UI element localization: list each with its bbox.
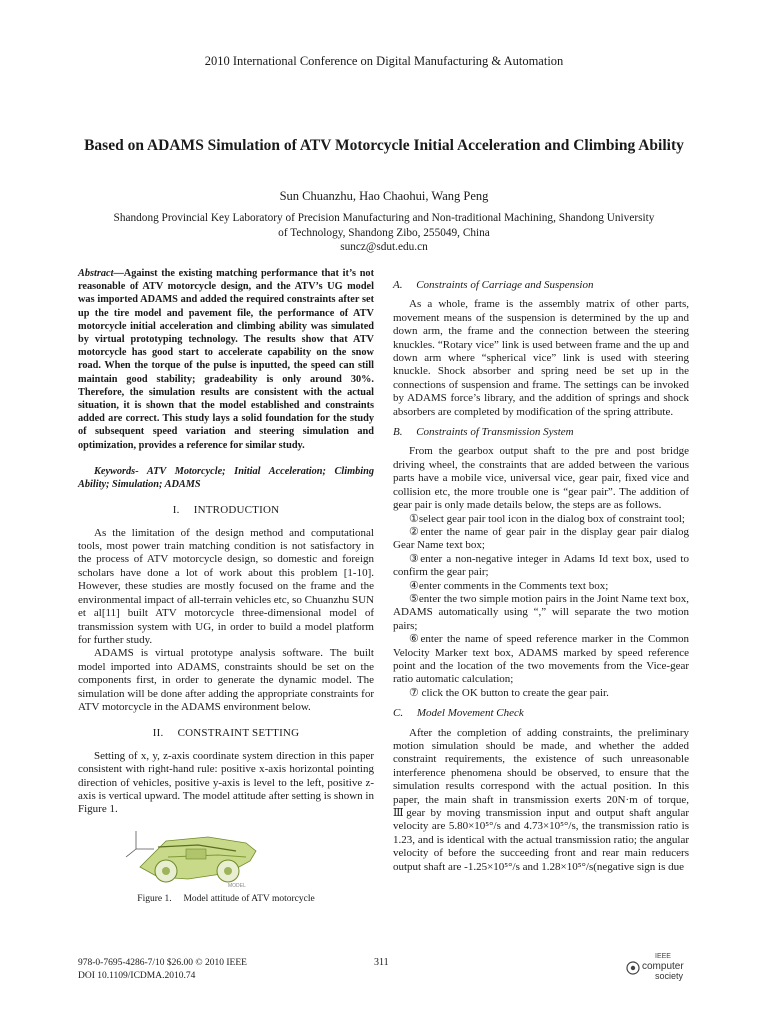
figure-1-caption: Figure 1. Model attitude of ATV motorcycle [137,893,315,904]
doi-line: DOI 10.1109/ICDMA.2010.74 [78,970,196,981]
authors: Sun Chuanzhu, Hao Chaohui, Wang Peng [279,189,489,203]
paper-title: Based on ADAMS Simulation of ATV Motorcycle Initial Acceleration and Climbing Ability [84,137,684,154]
abstract-label: Abstract [78,268,114,279]
subsection-heading-b: B. Constraints of Transmission System [393,426,574,439]
intro-paragraph-2: ADAMS is virtual prototype analysis software. The built model imported into ADAMS, constraints should be set on the components first, in order to generate the dynamic model. The simulation will be done after adding the appropriate constraints for ATV motorcycle in the ADAMS environment below. [78,647,374,713]
figure-1-atv-model [78,827,374,889]
logo-bottom-text: society [655,971,684,981]
keywords: Keywords- ATV Motorcycle; Initial Acceleration; Climbing Ability; Simulation; ADAMS [78,465,374,491]
subsection-a-text: As a whole, frame is the assembly matrix of other parts, movement means of the suspension is determined by the up and down arm, the frame and the connection between the steering knuckles. “Rotary vice” link is used between frame and the up and down arm where “spherical vice” link is used with steering knuckle. Shock absorber and spring need be set up in the connections of suspension and frame. The settings can be invoked by ADAMS force’s library, and the addition of springs and shock absorbers are completed by modification of the spring attribute. [393,298,689,418]
conference-header: 2010 International Conference on Digital Manufacturing & Automation [204,54,564,68]
isbn-line: 978-0-7695-4286-7/10 $26.00 © 2010 IEEE [78,958,247,968]
subsection-c-text: After the completion of adding constraints, the preliminary motion simulation should be made, and whether the added constraint requirements, the existence of such unreasonable interference phenomena should be observed, to ensure that the simulation results correspond with the actual position. In this paper, the main shaft in transmission exerts 20N·m of torque, Ⅲgear by moving transmission input and output shaft angular velocity are 5.80×10⁵°/s and 4.73×10⁵°/s, the transmission ratio is 1.23, and is identical with the actual transmission ratio; the angular velocity of before the succeeding front and rear main reducers output shaft are -1.25×10⁵°/s and 1.28×10⁵°/s(negative sign is due [393,726,689,873]
abstract-text: —Against the existing matching performance that it’s not reasonable of ATV motorcycle design, and the ATV’s UG model was imported ADAMS and added the required constraints after set up the tire model and pavement file, the performance of ATV motorcycle initial acceleration and climbing ability was simulated by virtual prototyping technology. The results show that ATV motorcycle has good start to accelerate capability on the snow road. When the torque of the pulse is inputted, the speed can still maintain good stability; gradeability is only around 30%. Therefore, the simulation results are consistent with the actual situation, it is shown that the model established and constraints added are correct. This study lays a solid foundation for the study of subsequent speed variation and steering simulation and optimization, provides a reference for similar study. [78,268,374,451]
step-item: ⑦ click the OK button to create the gear pair. [409,686,609,699]
left-column [78,267,374,906]
affiliation-line-1: Shandong Provincial Key Laboratory of Precision Manufacturing and Non-traditional Machining, Shandong University [113,212,655,224]
subsection-heading-a: A. Constraints of Carriage and Suspension [393,279,594,291]
step-item: ②enter the name of gear pair in the display gear pair dialog Gear Name text box; [393,525,689,552]
svg-text:MODEL: MODEL [228,882,246,889]
intro-paragraph-1: As the limitation of the design method and computational tools, most power train matching condition is not satisfactory in the process of ATV motorcycle design, so domestic and foreign scholars have done a lot of work about this problem [1-10]. However, these studies are mostly focused on the frame and the environmental impact of all-terrain vehicles etc, so Chuanzhu SUN et al[11] built ATV motorcycle three-dimensional model of transmission system with UG, in order to build a model platform for further study. [78,526,374,646]
section-heading-constraint-setting: II. CONSTRAINT SETTING [152,727,300,740]
logo-top-text: IEEE [655,953,671,960]
logo-mid-text: computer [642,961,684,972]
email: suncz@sdut.edu.cn [340,241,428,253]
subsection-heading-c: C. Model Movement Check [393,707,524,720]
right-column [393,267,689,874]
step-item: ④enter comments in the Comments text box; [409,579,609,592]
step-item: ⑥enter the name of speed reference marker in the Common Velocity Marker text box, ADAMS marked by speed reference point and the location of the two movements from the Vice-gear ratio automatic calculation; [393,633,689,686]
abstract [78,267,374,452]
footer-publication-info [78,957,247,982]
affiliation-line-2: of Technology, Shandong Zibo, 255049, China [278,226,490,239]
subsection-b-text: From the gearbox output shaft to the pre and post bridge driving wheel, the constraints that are added between the various parts have a mobile vice, universal vice, gear pair, fixed vice and collision etc, the more trouble one is “gear pair”. The addition of gear pair is only made details below, the steps are as follows. [393,445,689,512]
atv-model-illustration [78,827,374,889]
affiliation [100,211,668,255]
page-number: 311 [374,957,389,968]
step-item: ⑤enter the two simple motion pairs in the Joint Name text box, ADAMS automatically using “,” will separate the two motion pairs; [393,592,689,632]
section-heading-introduction: I. INTRODUCTION [172,504,280,517]
constraint-paragraph-1: Setting of x, y, z-axis coordinate system direction in this paper consistent with right-hand rule: positive x-axis horizontal pointing direction of vehicles, positive y-axis is level to the left, positive z-axis is vertical upward. The model attitude after setting is shown in Figure 1. [78,749,374,816]
step-item: ③enter a non-negative integer in Adams Id text box, used to confirm the gear pair; [393,552,689,579]
ieee-computer-society-logo [625,950,705,982]
step-item: ①select gear pair tool icon in the dialog box of constraint tool; [409,512,685,525]
